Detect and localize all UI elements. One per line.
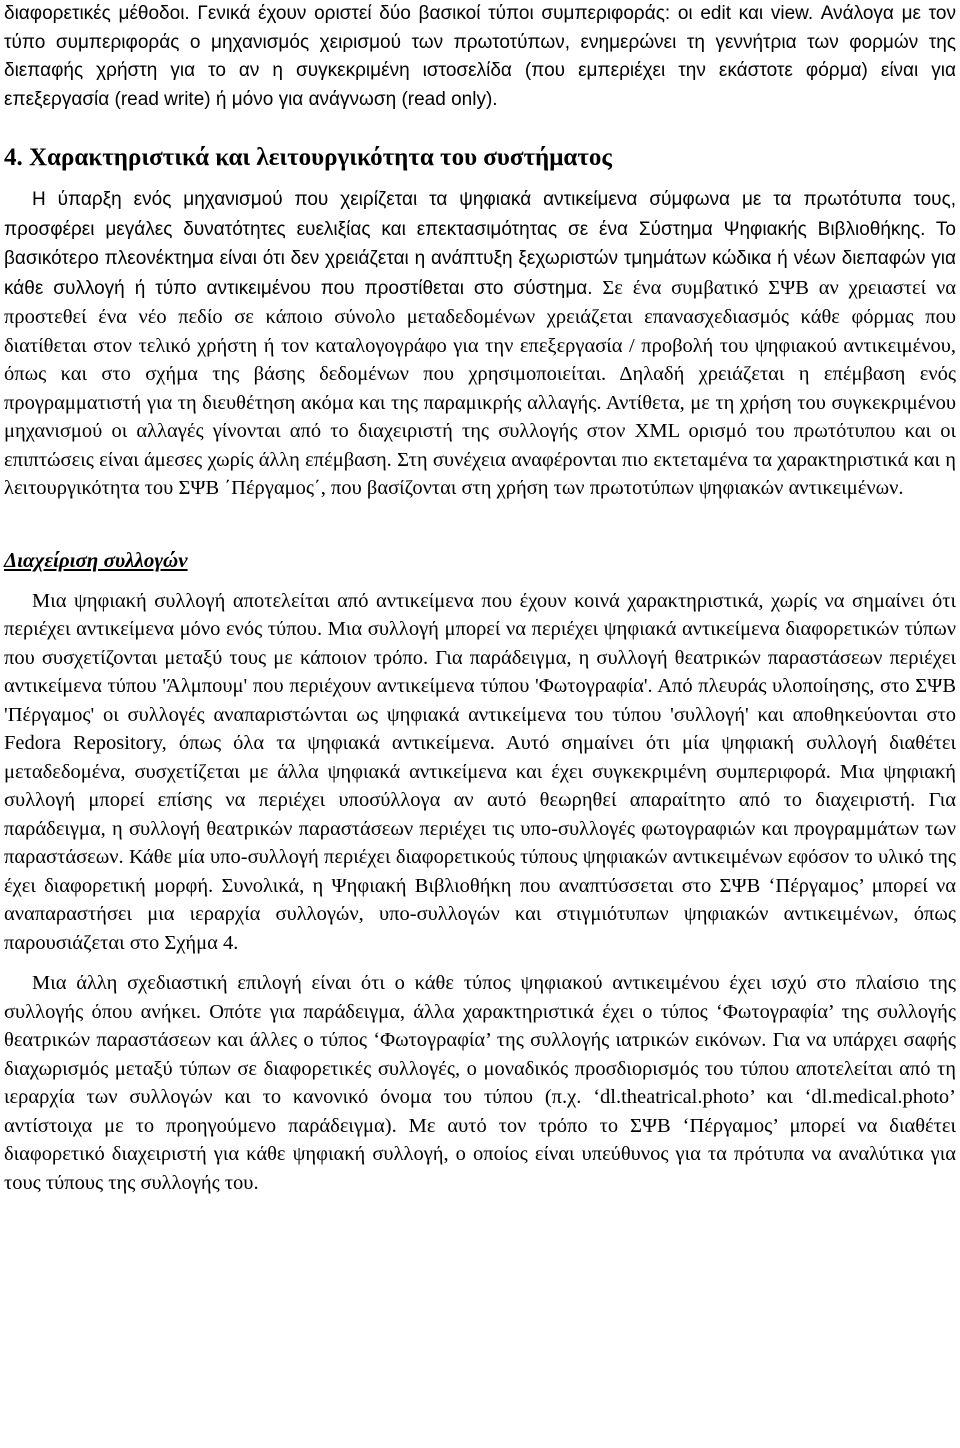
- document-page: [4, 0, 956, 1197]
- section-paragraph-serif-run: Σε ένα συμβατικό ΣΨΒ αν χρειαστεί να προστεθεί ένα νέο πεδίο σε κάποιο σύνολο μεταδεδομένων χρειάζεται επανασχεδιασμός κάθε φόρμας που διατίθεται στον τελικό χρήστη ή τον καταλογογράφο για την επεξεργασία / προβολή του ψηφιακού αντικειμένου, όπως και στο σχήμα της βάσης δεδομένων που χρησιμοποιείται. Δηλαδή χρειάζεται η επέμβαση ενός προγραμματιστή για τη διευθέτηση ακόμα και της παραμικρής αλλαγής. Αντίθετα, με τη χρήση του συγκεκριμένου μηχανισμού οι αλλαγές γίνονται από το διαχειριστή της συλλογής στον XML ορισμό του πρωτότυπου και οι επιπτώσεις είναι άμεσες χωρίς άλλη επέμβαση. Στη συνέχεια αναφέρονται πιο εκτεταμένα τα χαρακτηριστικά και η λειτουργικότητα του ΣΨΒ ΄Πέργαμος΄, που βασίζονται στη χρήση των πρωτοτύπων ψηφιακών αντικειμένων.: [4, 276, 956, 499]
- collections-paragraph-1: Μια ψηφιακή συλλογή αποτελείται από αντικείμενα που έχουν κοινά χαρακτηριστικά, χωρίς να σημαίνει ότι περιέχει αντικείμενα μόνο ενός τύπου. Μια συλλογή μπορεί να περιέχει ψηφιακά αντικείμενα διαφορετικών τύπων που συσχετίζονται μεταξύ τους με κάποιον τρόπο. Για παράδειγμα, η συλλογή θεατρικών παραστάσεων περιέχει αντικείμενα τύπου 'Άλμπουμ' που περιέχουν αντικείμενα τύπου 'Φωτογραφία'. Από πλευράς υλοποίησης, στο ΣΨΒ 'Πέργαμος' οι συλλογές αναπαριστώνται ως ψηφιακά αντικείμενα του τύπου 'συλλογή' και αποθηκεύονται στο Fedora Repository, όπως όλα τα ψηφιακά αντικείμενα. Αυτό σημαίνει ότι μία ψηφιακή συλλογή διαθέτει μεταδεδομένα, συσχετίζεται με άλλα ψηφιακά αντικείμενα και έχει συγκεκριμένη συμπεριφορά. Μια ψηφιακή συλλογή μπορεί επίσης να περιέχει υποσύλλογα αν αυτό θεωρηθεί απαραίτητο από το διαχειριστή. Για παράδειγμα, η συλλογή θεατρικών παραστάσεων περιέχει τις υπο-συλλογές φωτογραφιών και προγραμμάτων των παραστάσεων. Κάθε μία υπο-συλλογή περιέχει διαφορετικούς τύπους ψηφιακών αντικειμένων εφόσον το υλικό της έχει διαφορετική μορφή. Συνολικά, η Ψηφιακή Βιβλιοθήκη που αναπτύσσεται στο ΣΨΒ ‘Πέργαμος’ μπορεί να αναπαραστήσει μια ιεραρχία συλλογών, υπο-συλλογών και στιγμιότυπων ψηφιακών αντικειμένων, όπως παρουσιάζεται στο Σχήμα 4.: [4, 589, 956, 954]
- section-paragraph-sans-run: Η ύπαρξη ενός μηχανισμού που χειρίζεται τα ψηφιακά αντικείμενα σύμφωνα με τα πρωτότυπα τους, προσφέρει μεγάλες δυνατότητες ευελιξίας και επεκτασιμότητας σε ένα Σύστημα Ψηφιακής Βιβλιοθήκης. Το βασικότερο πλεονέκτημα είναι ότι δεν χρειάζεται η ανάπτυξη ξεχωριστών τμημάτων κώδικα ή νέων διεπαφών για κάθε συλλογή ή τύπο αντικειμένου που προστίθεται στο σύστημα.: [4, 189, 956, 299]
- section-paragraph: [4, 185, 956, 503]
- section-heading: 4. Χαρακτηριστικά και λειτουργικότητα του συστήματος: [4, 144, 612, 171]
- intro-paragraph: διαφορετικές μέθοδοι. Γενικά έχουν οριστεί δύο βασικοί τύποι συμπεριφοράς: οι edit και view. Ανάλογα με τον τύπο συμπεριφοράς ο μηχανισμός χειρισμού των πρωτοτύπων, ενημερώνει τη γεννήτρια των φορμών της διεπαφής χρήστη για το αν η συγκεκριμένη ιστοσελίδα (που εμπεριέχει την εκάστοτε φόρμα) είναι για επεξεργασία (read write) ή μόνο για ανάγνωση (read only).: [4, 3, 956, 110]
- collections-paragraph-2: Μια άλλη σχεδιαστική επιλογή είναι ότι ο κάθε τύπος ψηφιακού αντικειμένου έχει ισχύ στο πλαίσιο της συλλογής όπου ανήκει. Οπότε για παράδειγμα, άλλα χαρακτηριστικά έχει ο τύπος ‘Φωτογραφία’ της συλλογής θεατρικών παραστάσεων και άλλες ο τύπος ‘Φωτογραφία’ της συλλογής ιατρικών εικόνων. Για να υπάρχει σαφής διαχωρισμός μεταξύ τύπων σε διαφορετικές συλλογές, ο μοναδικός προσδιορισμός του τύπου αποτελείται από τη ιεραρχία των συλλογών και το κανονικό όνομα του τύπου (π.χ. ‘dl.theatrical.photo’ και ‘dl.medical.photo’ αντίστοιχα με το προηγούμενο παράδειγμα). Με αυτό τον τρόπο το ΣΨΒ ‘Πέργαμος’ μπορεί να διαθέτει διαφορετικό διαχειριστή για κάθε ψηφιακή συλλογή, ο οποίος είναι υπεύθυνος για τα πρότυπα να αναλύτικα για τους τύπους της συλλογής του.: [4, 972, 956, 1194]
- subsection-title: Διαχείριση συλλογών: [4, 547, 188, 572]
